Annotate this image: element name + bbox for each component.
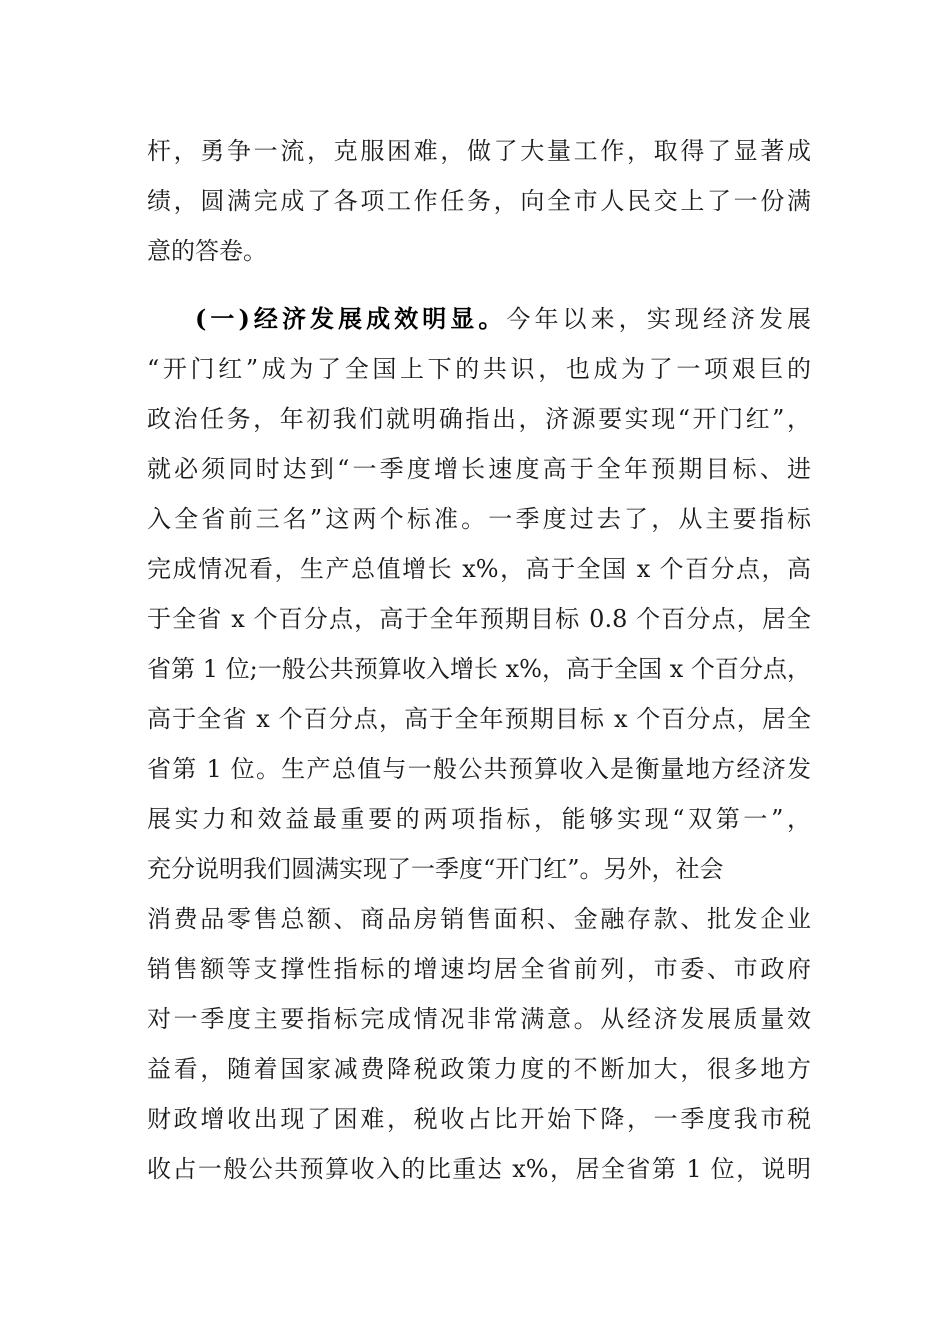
paragraph-spacer [147, 276, 811, 294]
text-line: 入全省前三名”这两个标准。一季度过去了，从主要指标 [147, 505, 811, 533]
text-line: 省第 1 位。生产总值与一般公共预算收入是衡量地方经济发 [147, 755, 811, 783]
text-segment: 今年以来，实现经济发展 [506, 305, 812, 333]
paragraph-first-line [147, 294, 811, 344]
text-line: 财政增收出现了困难，税收占比开始下降，一季度我市税 [147, 1105, 811, 1133]
text-line: 绩，圆满完成了各项工作任务，向全市人民交上了一份满 [147, 187, 811, 215]
text-line: “开门红”成为了全国上下的共识，也成为了一项艰巨的 [147, 355, 811, 383]
text-line: 于全省 x 个百分点，高于全年预期目标 0.8 个百分点，居全 [147, 605, 811, 633]
text-line: 展实力和效益最重要的两项指标，能够实现“双第一”， [147, 805, 811, 833]
text-line: 高于全省 x 个百分点，高于全年预期目标 x 个百分点，居全 [147, 705, 811, 733]
text-line: 完成情况看，生产总值增长 x%，高于全国 x 个百分点，高 [147, 555, 811, 583]
text-line: 充分说明我们圆满实现了一季度“开门红”。另外，社会 [147, 855, 724, 883]
text-line: 益看，随着国家减费降税政策力度的不断加大，很多地方 [147, 1055, 811, 1083]
text-line: 省第 1 位;一般公共预算收入增长 x%，高于全国 x 个百分点， [147, 655, 811, 683]
text-line: 收占一般公共预算收入的比重达 x%，居全省第 1 位，说明 [147, 1155, 811, 1183]
text-line: 消费品零售总额、商品房销售面积、金融存款、批发企业 [147, 905, 811, 933]
text-line: 杆，勇争一流，克服困难，做了大量工作，取得了显著成 [147, 137, 811, 165]
text-line: 政治任务，年初我们就明确指出，济源要实现“开门红”， [147, 405, 811, 433]
paragraph-2 [147, 294, 811, 1194]
paragraph-1 [147, 126, 811, 276]
text-line: 对一季度主要指标完成情况非常满意。从经济发展质量效 [147, 1005, 811, 1033]
section-heading: (一)经济发展成效明显。 [195, 304, 507, 333]
text-line: 就必须同时达到“一季度增长速度高于全年预期目标、进 [147, 455, 811, 483]
text-line: 意的答卷。 [147, 237, 267, 265]
body-text [147, 126, 811, 1194]
text-line: 销售额等支撑性指标的增速均居全省前列，市委、市政府 [147, 955, 811, 983]
